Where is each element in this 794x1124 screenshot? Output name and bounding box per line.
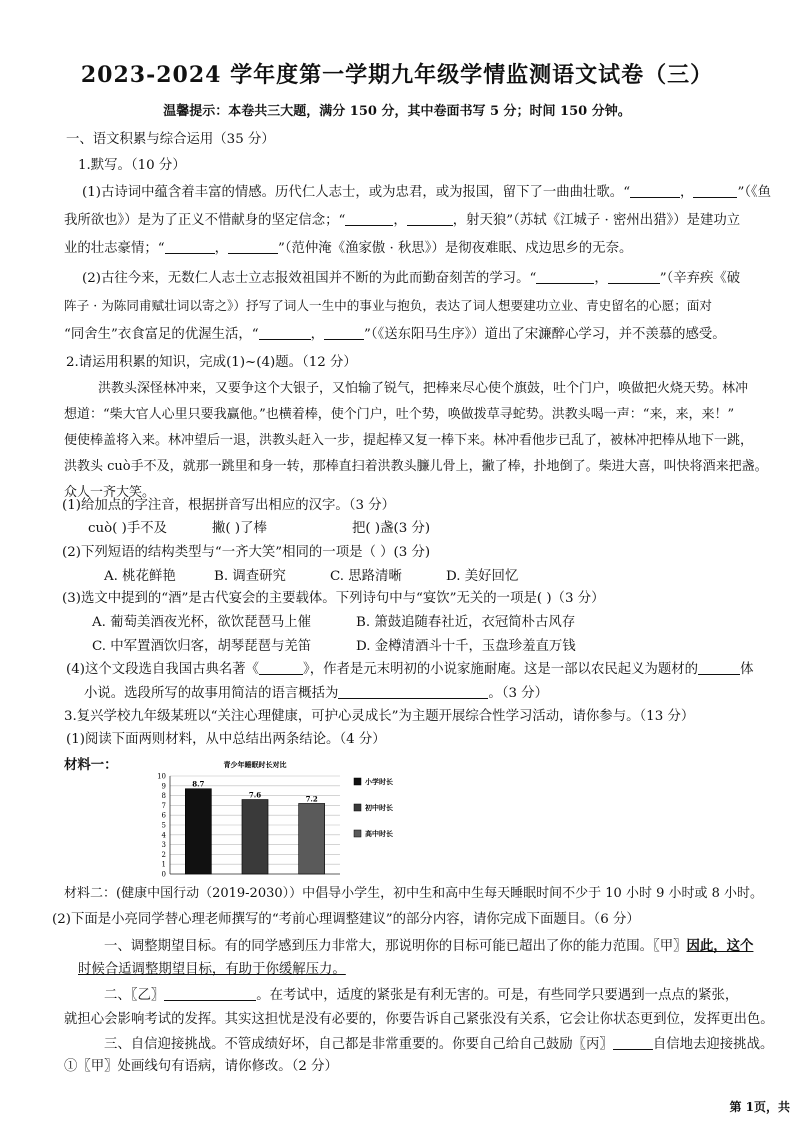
passage-line: 众人一齐大笑。 <box>64 485 156 500</box>
y-tick-label: 5 <box>161 821 166 830</box>
passage-line: 想道：“柴大官人心里只要我赢他。”也横着棒，使个门户，吐个势，唤做拨草寻蛇势。洪教头喝一声：“来，来，来！” <box>64 407 735 422</box>
q3-sub1-heading: (1)阅读下面两则材料，从中总结出两条结论。（4 分） <box>66 732 386 747</box>
answer-blank[interactable] <box>164 986 256 1001</box>
q2-sub4-line1: (4)这个文段选自我国古典名著《 》，作者是元末明初的小说家施耐庵。这是一部以农民起义为题材的 体 <box>66 662 754 677</box>
q2-sub4-line2: 小说。选段所写的故事用简洁的语言概括为 。（3 分） <box>84 686 549 701</box>
answer-blank[interactable] <box>536 269 594 284</box>
q2-sub3-heading: (3)选文中提到的“酒”是古代宴会的主要载体。下列诗句中与“宴饮”无关的一项是( )（3 分） <box>62 591 605 606</box>
underlined-sentence: 时候合适调整期望目标，有助于你缓解压力。 <box>78 962 346 977</box>
legend-label: 小学时长 <box>365 777 393 786</box>
passage-line: 便使棒盖将入来。林冲望后一退，洪教头赶入一步，提起棒又复一棒下来。林冲看他步已乱了，被林冲把棒从地下一跳， <box>64 433 754 448</box>
y-tick-label: 8 <box>161 792 166 801</box>
section-heading: 一、语文积累与综合运用（35 分） <box>66 132 275 147</box>
q3-last-question: ①〖甲〗处画线句有语病，请你修改。（2 分） <box>64 1059 338 1074</box>
q2-sub1-item-a: cuò( )手不及 <box>88 521 168 536</box>
bar <box>185 789 211 874</box>
answer-blank[interactable] <box>698 660 740 675</box>
underlined-sentence: 因此，这个 <box>686 938 754 954</box>
answer-blank[interactable] <box>613 1035 653 1050</box>
q3-heading: 3.复兴学校九年级某班以“关注心理健康，可护心灵成长”为主题开展综合性学习活动，请你参与。（13 分） <box>64 709 695 724</box>
q1-part2-line2: 阵子 · 为陈同甫赋壮词以寄之》）抒写了词人一生中的事业与抱负，表达了词人想要建功立业、青史留名的心愿；面对 <box>64 298 712 313</box>
q2-sub1-heading: (1)给加点的字注音，根据拼音写出相应的汉字。（3 分） <box>62 498 396 513</box>
y-tick-label: 4 <box>161 831 166 840</box>
chart-title: 青少年睡眠时长对比 <box>223 760 287 769</box>
option-a: A. 葡萄美酒夜光杯，欲饮琵琶马上催 <box>92 615 312 630</box>
bar-value-label: 7.2 <box>305 794 318 804</box>
advice-line: 就担心会影响考试的发挥。其实这担忧是没有必要的，你要告诉自己紧张没有关系，它会让你状态更到位，发挥更出色。 <box>64 1012 774 1027</box>
y-tick-label: 6 <box>161 811 166 820</box>
legend-swatch <box>354 830 361 837</box>
sleep-chart <box>140 756 440 878</box>
legend-swatch <box>354 778 361 785</box>
exam-tip: 温馨提示：本卷共三大题，满分 150 分，其中卷面书写 5 分；时间 150 分钟。 <box>163 104 631 119</box>
q2-heading: 2.请运用积累的知识，完成(1)~(4)题。（12 分） <box>66 355 357 370</box>
option-c: C. 思路清晰 <box>330 569 402 584</box>
q3-sub2-heading: (2)下面是小亮同学替心理老师撰写的“考前心理调整建议”的部分内容，请你完成下面题目。（6 分） <box>52 912 640 927</box>
answer-blank[interactable] <box>324 325 364 340</box>
q1-part1-line1: (1)古诗词中蕴含着丰富的情感。历代仁人志士，或为忠君，或为报国，留下了一曲曲壮歌。“ ， ”（《鱼 <box>82 185 772 200</box>
y-tick-label: 0 <box>161 870 166 878</box>
bar-value-label: 7.6 <box>248 790 262 800</box>
option-b: B. 箫鼓追随春社近，衣冠简朴古风存 <box>356 615 576 630</box>
answer-blank[interactable] <box>693 183 737 198</box>
q2-sub2-heading: (2)下列短语的结构类型与“一齐大笑”相同的一项是（ ）(3 分) <box>62 545 431 560</box>
q2-sub1-item-b: 撇( )了棒 <box>212 521 267 536</box>
bar <box>242 800 268 874</box>
answer-blank[interactable] <box>630 183 680 198</box>
y-tick-label: 3 <box>161 841 166 850</box>
y-tick-label: 1 <box>161 860 166 869</box>
y-tick-label: 7 <box>161 801 166 810</box>
answer-blank[interactable] <box>407 211 453 226</box>
q1-part2-line3: “同舍生”衣食富足的优渥生活，“ ， ”（《送东阳马生序》）道出了宋濂醉心学习，并不羡慕的感受。 <box>64 327 726 342</box>
option-c: C. 中军置酒饮归客，胡琴琵琶与羌笛 <box>92 639 312 654</box>
answer-blank[interactable] <box>259 325 311 340</box>
option-d: D. 金樽清酒斗十千，玉盘珍羞直万钱 <box>356 639 576 654</box>
answer-blank[interactable] <box>608 269 660 284</box>
answer-blank[interactable] <box>338 684 488 699</box>
q1-part1-line3: 业的壮志豪情；“ ， ”（范仲淹《渔家傲 · 秋思》）是彻夜难眠、戍边思乡的无奈。 <box>64 241 633 256</box>
y-tick-label: 2 <box>161 850 166 859</box>
y-tick-label: 9 <box>161 782 166 791</box>
passage-line: 洪教头深怪林冲来，又要争这个大银子，又怕输了锐气，把棒来尽心使个旗鼓，吐个门户，唤做把火烧天势。林冲 <box>98 381 749 396</box>
page-number: 第 1页，共 <box>729 1100 790 1114</box>
answer-blank[interactable] <box>345 211 393 226</box>
material-one-label: 材料一： <box>64 757 118 773</box>
sleep-bar-chart <box>140 756 440 878</box>
advice-line: 三、自信迎接挑战。不管成绩好坏，自己都是非常重要的。你要自己给自己鼓励〖丙〗 自信地去迎接挑战。 <box>104 1037 774 1052</box>
q1-part1-line2: 我所欲也》）是为了正义不惜献身的坚定信念；“ ， ，射天狼”（苏轼《江城子 · 密州出猎》）是建功立 <box>64 213 741 228</box>
answer-blank[interactable] <box>259 660 303 675</box>
material-two: 材料二：(健康中国行动（2019-2030））中倡导小学生，初中生和高中生每天睡眠时间不少于 10 小时 9 小时或 8 小时。 <box>64 886 764 901</box>
exam-title: 2023-2024 学年度第一学期九年级学情监测语文试卷（三） <box>80 62 714 88</box>
q1-part2-line1: (2)古往今来，无数仁人志士立志报效祖国并不断的为此而勤奋刻苦的学习。“ ， ”（辛弃疾《破 <box>82 271 741 286</box>
advice-line: 二、〖乙〗 。在考试中，适度的紧张是有利无害的。可是，有些同学只要遇到一点点的紧张， <box>104 988 739 1003</box>
option-d: D. 美好回忆 <box>446 569 519 584</box>
option-a: A. 桃花鲜艳 <box>104 569 176 584</box>
bar-value-label: 8.7 <box>192 779 205 789</box>
passage-line: 洪教头 cuò手不及，就那一跳里和身一转，那棒直扫着洪教头臁儿骨上，撇了棒，扑地倒了。柴进大喜，叫快将酒来把盏。 <box>64 459 768 474</box>
q2-sub1-item-c: 把( )盏(3 分) <box>352 521 431 536</box>
answer-blank[interactable] <box>228 239 278 254</box>
answer-blank[interactable] <box>165 239 215 254</box>
legend-label: 高中时长 <box>365 829 393 838</box>
advice-line: 一、调整期望目标。有的同学感到压力非常大，那说明你的目标可能已超出了你的能力范围。〖甲〗因此，这个 <box>104 938 754 954</box>
y-tick-label: 10 <box>157 772 166 781</box>
legend-label: 初中时长 <box>365 803 393 812</box>
q1-heading: 1.默写。（10 分） <box>78 158 186 173</box>
bar <box>299 803 325 874</box>
legend-swatch <box>354 804 361 811</box>
option-b: B. 调查研究 <box>214 569 286 584</box>
